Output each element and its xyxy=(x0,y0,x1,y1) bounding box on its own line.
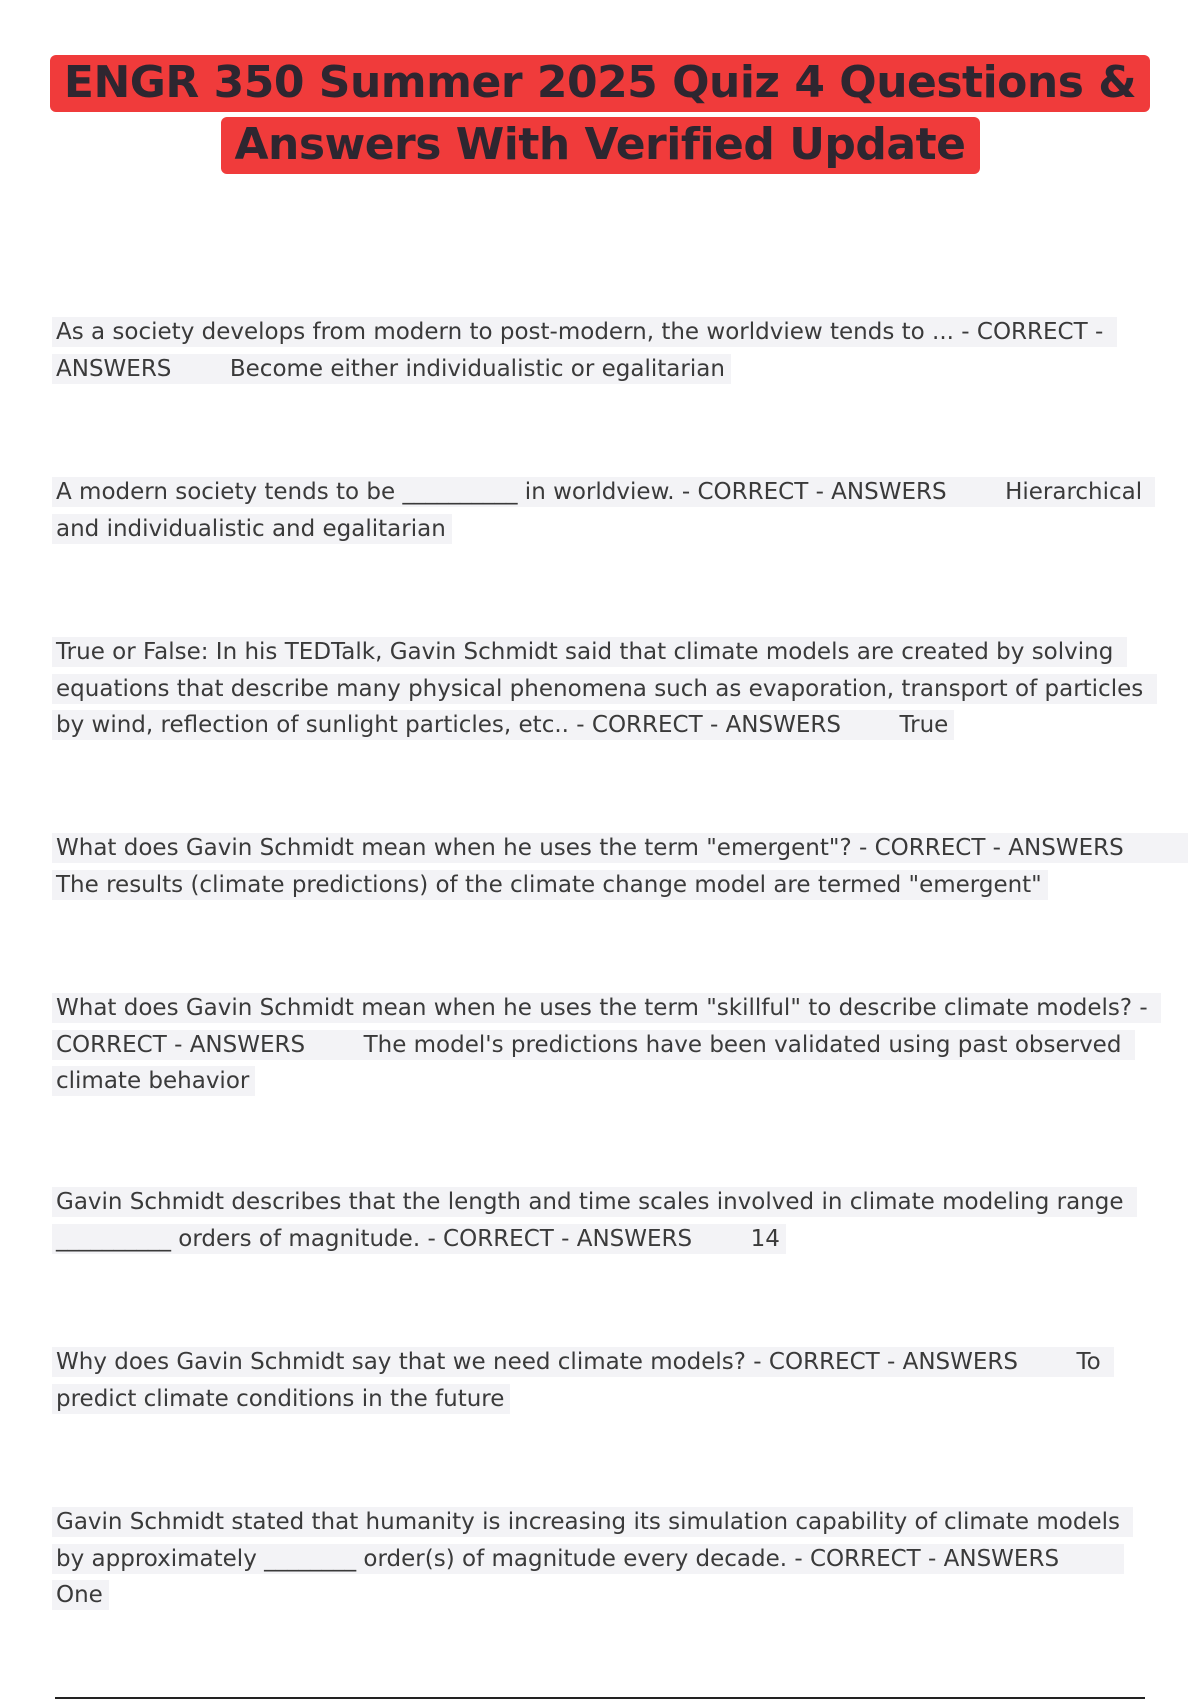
qa-item-5 xyxy=(52,990,1156,1100)
qa-item-3 xyxy=(52,634,1152,744)
qa-text: Gavin Schmidt describes that the length and time scales involved in climate modeling range __________ orders of magnitude. - CORRECT - ANSWERS 14 xyxy=(52,1187,1137,1254)
qa-text: What does Gavin Schmidt mean when he uses the term "skillful" to describe climate models? - CORRECT - ANSWERS The model's predictions have been validated using past observed climate behavior xyxy=(52,993,1161,1096)
qa-text: Why does Gavin Schmidt say that we need climate models? - CORRECT - ANSWERS To predict climate conditions in the future xyxy=(52,1347,1114,1414)
qa-text: As a society develops from modern to post-modern, the worldview tends to ... - CORRECT - ANSWERS Become either individualistic or egalitarian xyxy=(52,317,1117,384)
qa-text: A modern society tends to be __________ in worldview. - CORRECT - ANSWERS Hierarchical and individualistic and egalitarian xyxy=(52,477,1155,544)
qa-item-1 xyxy=(52,314,1152,387)
qa-text: True or False: In his TEDTalk, Gavin Schmidt said that climate models are created by solving equations that describe many physical phenomena such as evaporation, transport of particles by wind, reflection of sunlight particles, etc.. - CORRECT - ANSWERS True xyxy=(52,637,1157,740)
qa-text: What does Gavin Schmidt mean when he uses the term "emergent"? - CORRECT - ANSWERS The results (climate predictions) of the climate change model are termed "emergent" xyxy=(52,833,1188,900)
qa-item-7 xyxy=(52,1344,1152,1417)
document-title: ENGR 350 Summer 2025 Quiz 4 Questions & Answers With Verified Update xyxy=(50,55,1150,174)
qa-text: Gavin Schmidt stated that humanity is increasing its simulation capability of climate models by approximately ________ order(s) of magnitude every decade. - CORRECT - ANSWERS One xyxy=(52,1507,1133,1610)
qa-item-6 xyxy=(52,1184,1152,1257)
qa-item-8 xyxy=(52,1504,1152,1614)
title-banner xyxy=(0,52,1200,176)
qa-item-2 xyxy=(52,474,1152,547)
footer-divider xyxy=(55,1697,1145,1699)
qa-item-4 xyxy=(52,830,1183,903)
